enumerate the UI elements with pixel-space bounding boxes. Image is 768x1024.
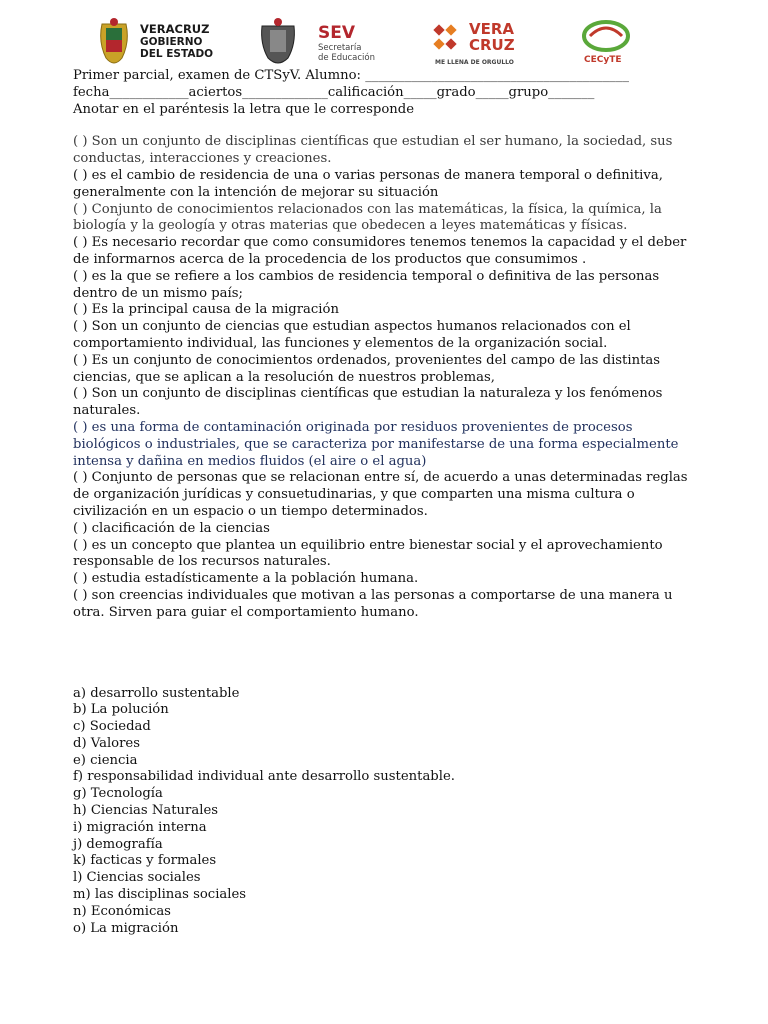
answer-option: g) Tecnología xyxy=(73,786,163,802)
answer-option: m) las disciplinas sociales xyxy=(73,887,247,903)
question-item: ( ) clacificación de la ciencias xyxy=(73,520,270,536)
veracruz-line1: VERACRUZ xyxy=(140,22,210,36)
veracruz-gobierno-logo xyxy=(96,14,236,70)
question-item: ( ) es la que se refiere a los cambios de residencia temporal o definitiva de las personas dentro de un mismo país; xyxy=(73,268,660,301)
sev-logo xyxy=(258,14,398,70)
header-student-line: Primer parcial, examen de CTSyV. Alumno: ________________________________________ xyxy=(73,68,629,83)
cecyte-label: CECyTE xyxy=(584,55,622,65)
question-item: ( ) Son un conjunto de disciplinas científicas que estudian la naturaleza y los fenómenos naturales. xyxy=(73,386,663,419)
veracruz-line2: GOBIERNO xyxy=(140,36,203,48)
sev-line3: de Educación xyxy=(318,53,375,63)
answer-options-list xyxy=(73,686,695,938)
question-item: ( ) es un concepto que plantea un equilibrio entre bienestar social y el aprovechamiento responsable de los recursos naturales. xyxy=(73,537,663,570)
question-item: ( ) Es necesario recordar que como consumidores tenemos tenemos la capacidad y el deber de informarnos acerca de la procedencia de los productos que consumimos . xyxy=(73,235,687,267)
answer-option: o) La migración xyxy=(73,920,179,936)
question-item: ( ) Es un conjunto de conocimientos ordenados, provenientes del campo de las distintas ciencias, que se aplican a la resolución de nuestros problemas, xyxy=(73,352,660,385)
sev-line2: Secretaría xyxy=(318,43,362,53)
answer-option: h) Ciencias Naturales xyxy=(73,803,219,819)
answer-option: n) Económicas xyxy=(73,903,171,919)
question-list xyxy=(73,134,695,621)
answer-option: i) migración interna xyxy=(73,819,207,835)
veracruz-brand-logo xyxy=(433,14,533,70)
answer-option: c) Sociedad xyxy=(73,719,151,735)
answer-option: l) Ciencias sociales xyxy=(73,870,201,886)
spacer xyxy=(73,622,695,686)
cecyte-logo xyxy=(576,14,636,70)
header-instructions: Anotar en el paréntesis la letra que le corresponde xyxy=(73,101,414,117)
veracruz-line3: DEL ESTADO xyxy=(140,48,214,60)
question-item: ( ) es una forma de contaminación originada por residuos provenientes de procesos biológicos o industriales, que se caracteriza por manifestarse de una forma especialmente intensa y dañina en medios fluidos (el aire o el agua) xyxy=(73,419,679,469)
question-item: ( ) son creencias individuales que motivan a las personas a comportarse de una manera u otra. Sirven para guiar el comportamiento humano. xyxy=(73,587,673,620)
veracruz-brand-line2: CRUZ xyxy=(469,36,515,54)
question-item: ( ) Son un conjunto de disciplinas científicas que estudian el ser humano, la sociedad, sus conductas, interacciones y creaciones. xyxy=(73,134,673,167)
question-item: ( ) Son un conjunto de ciencias que estudian aspectos humanos relacionados con el comportamiento individual, las funciones y elementos de la organización social. xyxy=(73,319,631,351)
question-item: ( ) Es la principal causa de la migración xyxy=(73,302,339,318)
spacer xyxy=(73,118,695,134)
answer-option: a) desarrollo sustentable xyxy=(73,685,240,701)
answer-option: e) ciencia xyxy=(73,752,138,768)
answer-option: b) La polución xyxy=(73,702,169,718)
sev-acronym: SEV xyxy=(318,23,356,43)
answer-option: j) demografía xyxy=(73,836,163,852)
answer-option: k) facticas y formales xyxy=(73,853,217,869)
question-item: ( ) Conjunto de conocimientos relacionados con las matemáticas, la física, la química, la biología y la geología y otras materias que obedecen a leyes matemáticas y físicas. xyxy=(73,201,662,234)
veracruz-brand-line1: VERA xyxy=(469,20,515,38)
question-item: ( ) estudia estadísticamente a la población humana. xyxy=(73,571,419,587)
answer-option: d) Valores xyxy=(73,735,140,751)
header-info-line: fecha____________aciertos_____________calificación_____grado_____grupo_______ xyxy=(73,84,595,100)
question-item: ( ) es el cambio de residencia de una o varias personas de manera temporal o definitiva, generalmente con la intención de mejorar su situación xyxy=(73,167,663,200)
question-item: ( ) Conjunto de personas que se relacionan entre sí, de acuerdo a unas determinadas reglas de organización jurídicas y consuetudinarias, y que comparten una misma cultura o civilización en un espacio o un tiempo determinados. xyxy=(73,470,688,519)
logo-header xyxy=(96,14,656,70)
answer-option: f) responsabilidad individual ante desarrollo sustentable. xyxy=(73,769,455,785)
veracruz-brand-tagline: ME LLENA DE ORGULLO xyxy=(435,59,514,66)
exam-content xyxy=(73,68,695,937)
